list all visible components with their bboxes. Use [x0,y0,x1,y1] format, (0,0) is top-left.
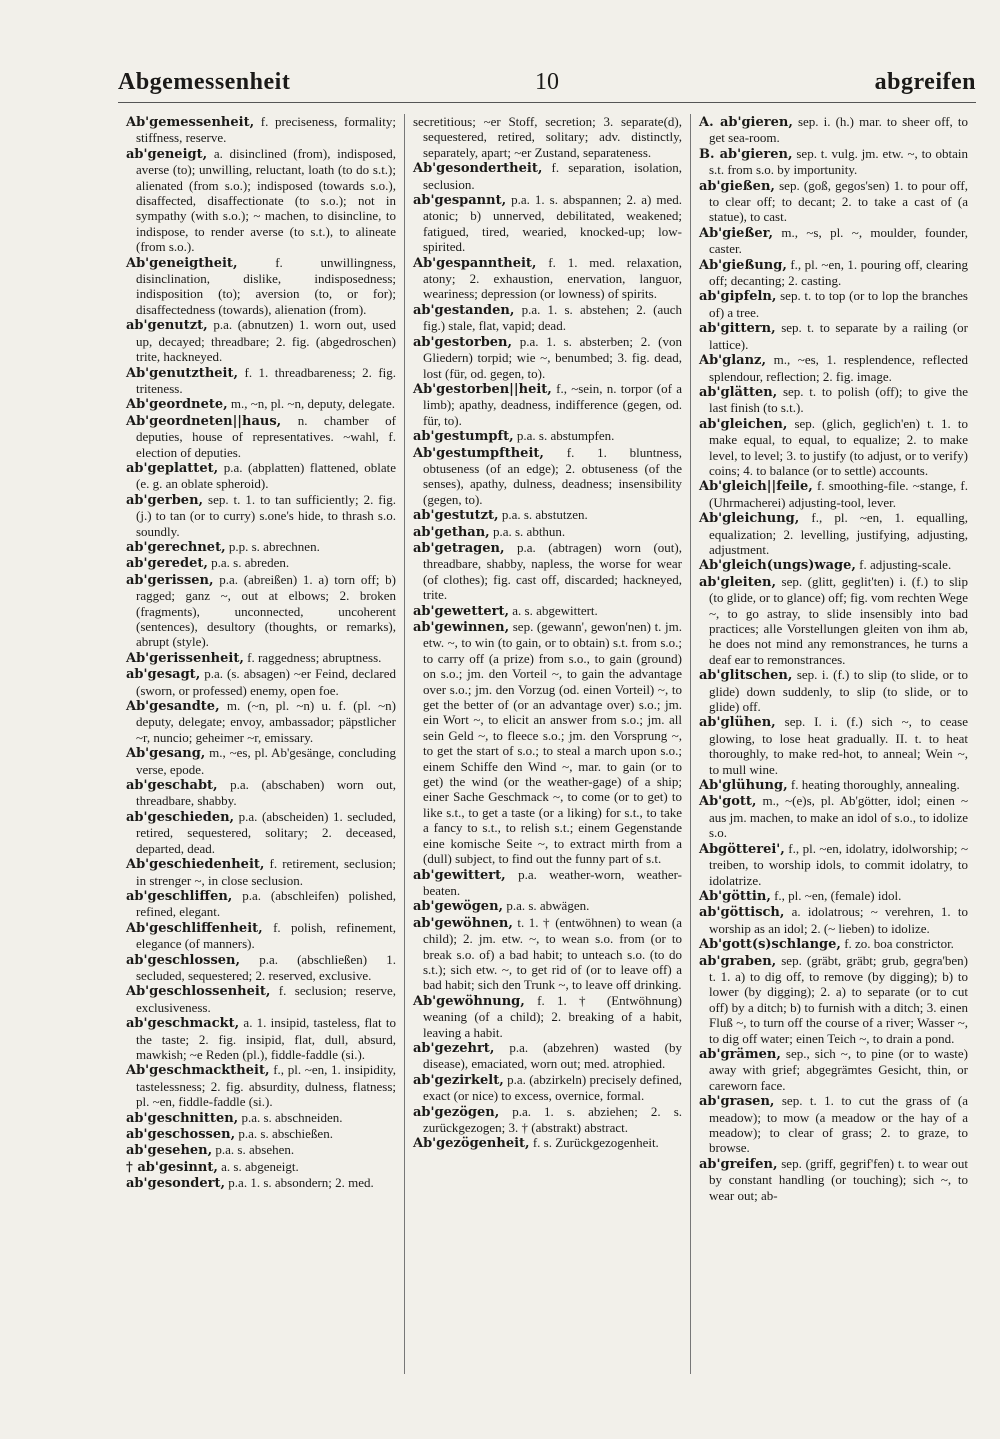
entry-definition: p.a. s. abwägen. [506,898,590,914]
dictionary-entry [126,1175,396,1191]
dictionary-entry [699,146,968,178]
entry-definition: a. s. abgewittert. [512,602,598,618]
entry-headword: Ab'geschliffenheit, [126,920,263,936]
running-header [118,64,976,100]
dictionary-entry [413,114,682,160]
entry-definition: sep. t. to separate by a railing (or lattice). [709,320,968,352]
entry-headword: Ab'gespanntheit, [413,255,537,271]
entry-definition: p.a. (abschleifen) polished, refined, elegant. [136,887,396,920]
entry-headword: ab'greifen, [699,1156,778,1172]
entry-headword: Ab'göttin, [699,888,771,904]
entry-headword: Ab'gießer, [699,225,774,241]
entry-definition: f. seclusion; reserve, exclusiveness. [136,983,396,1015]
entry-headword: ab'gewögen, [413,899,504,915]
entry-headword: ab'gestorben, [413,334,513,350]
entry-headword: ab'geschossen, [126,1127,236,1142]
entry-definition: sep. (gewann', gewon'nen) t. jm. etw. ~, to win (to gain, or to obtain) s.t. from s.o.; to carry off (a prize) from s.o., to gain (ground) on s.o.; jm. den Vorteil ~, to gain the advantage over s.o.; jm. den Vorzug (od. einen Vorteil) ~, to get the better of (or an advantage over) s.o.; jm. ein Wort ~, to elicit an answer from s.o.; jm. all sein Geld ~, to fleece s.o.; jm. den Vorsprung ~, to get the start of s.o.; to steal a march upon s.o.; einem Schiffe den Wind ~, mar. to gain (or to get) the wind (or the weather-gage) of a ship; einer Sache Geschmack ~, to come (or to get) to like s.t., to get a taste (or a liking) for s.t., to take a fancy to s.t., to relish s.t.; einem Gegenstande eine komische Seite ~, to extract mirth from a (dull) subject, to find out the funny part of s.t. [423,619,683,867]
entry-definition: p.a. (abzehren) wasted (by disease), emaciated, worn out; med. atrophied. [423,1039,683,1072]
entry-definition: p.a. (abplatten) flattened, oblate (e. g. an oblate spheroid). [136,459,396,492]
entry-headword: ab'gespannt, [413,193,507,209]
page-number: 10 [535,68,559,95]
entry-definition: m., ~s, pl. ~, moulder, founder, caster. [709,224,968,257]
entry-headword: ab'gewöhnen, [413,915,513,931]
entry-headword: ab'geplattet, [126,460,219,476]
entry-headword: ab'geschlossen, [126,952,241,968]
entry-headword: Ab'gleichung, [699,511,800,527]
entry-headword: ab'gerben, [126,492,204,508]
entry-headword: ab'gerechnet, [126,539,226,555]
entry-definition: f. zo. boa constrictor. [844,936,954,952]
entry-headword: Ab'geordneten||haus, [126,413,282,429]
entry-definition: p.a. s. abreden. [211,555,290,571]
entry-definition: sep. (goß, gegos'sen) 1. to pour off, to clear off; to decant; 2. to take a cast of (a statue), to cast. [709,177,969,225]
column-2 [404,114,690,1374]
entry-definition: sep. (griff, gegrif'fen) t. to wear out by constant handling (or touching); sich ~, to wear out; ab- [709,1155,968,1203]
dictionary-entry [126,1142,396,1158]
dictionary-entry [699,384,968,416]
dictionary-entry [413,867,682,899]
dictionary-entry [126,983,396,1015]
dictionary-entry [126,1015,396,1062]
dictionary-entry [126,1062,396,1109]
column-3 [690,114,976,1374]
dictionary-entry [413,428,682,444]
dictionary-entry [413,1135,682,1151]
entry-definition: f. 1. bluntness, obtuseness (of an edge); 2. obtuseness (of the senses), apathy, dulness, deadness; insensibility (gegen, to). [423,444,682,507]
entry-definition: f. preciseness, formality; stiffness, reserve. [136,114,396,146]
entry-definition: sep. t. vulg. jm. etw. ~, to obtain s.t. from s.o. by importunity. [709,145,969,178]
dictionary-entry [699,225,968,257]
entry-headword: Ab'gemessenheit, [126,115,255,130]
entry-definition: a. s. abgeneigt. [221,1158,299,1174]
dictionary-entry [413,160,682,192]
entry-definition: p.a. (abschließen) 1. secluded, sequestered; 2. reserved, exclusive. [136,951,396,983]
entry-headword: Ab'geneigtheit, [126,255,238,271]
dictionary-entry [699,1156,968,1203]
entry-definition: sep. (gräbt, gräbt; grub, gegra'ben) t. 1. a) to dig off, to remove (by digging); b) to lower (by digging); 2. a) to separate (or to cut off) by a ditch; b) to furnish with a ditch; 3. einen Fluß ~, to turn off the course of a river; Wasser ~, to dig off water; einen Teich ~, to drain a pond. [709,952,968,1046]
entry-definition: f., pl. ~en, 1. insipidity, tastelessness; 2. fig. absurdity, dulness, flatness; pl. ~en, fiddle-faddle (si.). [136,1062,396,1110]
entry-headword: ab'gewettert, [413,603,509,619]
dictionary-entry [699,1046,968,1093]
entry-definition: p.a. (abschaben) worn out, threadbare, shabby. [136,777,396,809]
entry-definition: f. separation, isolation, seclusion. [423,160,683,192]
dictionary-entry [699,257,968,289]
dictionary-entry [699,510,968,557]
entry-headword: ab'gerissen, [126,572,214,588]
entry-definition: p.a. s. abstumpfen. [516,428,615,444]
entry-headword: Ab'glanz, [699,353,766,369]
entry-definition: sep. i. (h.) mar. to sheer off, to get sea-room. [709,114,969,146]
entry-headword: Ab'gott, [699,794,757,810]
entry-definition: p.a. s. absehen. [215,1142,295,1158]
entry-definition: f., pl. ~en, (female) idol. [774,887,902,903]
entry-headword: ab'grasen, [699,1094,775,1110]
dictionary-entry [126,317,396,364]
entry-definition: p.a. (s. absagen) ~er Feind, declared (sworn, or professed) enemy, open foe. [136,666,397,698]
entry-headword: Ab'gesang, [126,746,206,762]
entry-definition: m., ~(e)s, pl. Ab'götter, idol; einen ~ aus jm. machen, to make an idol of s.o., to idolize s.o. [709,793,968,841]
dictionary-entry [699,574,968,667]
entry-headword: Ab'geschlossenheit, [126,984,271,1000]
dictionary-entry [413,619,682,867]
dictionary-entry [413,915,682,993]
entry-headword: ab'gezehrt, [413,1040,495,1056]
column-1 [118,114,404,1374]
dictionary-entry [699,478,968,510]
dictionary-entry [126,114,396,146]
entry-headword: ab'getragen, [413,540,505,556]
entry-definition: sep. (glich, geglich'en) t. 1. to make equal, to equal, to equalize; 2. to make level, to level; 3. to justify (to adjust, or to verify) coins; 4. to balance (or to settle) accounts. [709,415,968,478]
entry-headword: ab'gewittert, [413,867,506,883]
dictionary-entry [126,492,396,539]
dictionary-entry [413,603,682,619]
right-running-headword: abgreifen [874,68,976,95]
dictionary-entry [126,856,396,888]
entry-headword: Ab'geschiedenheit, [126,857,265,873]
entry-definition: f., pl. ~en, idolatry, idolworship; ~ treiben, to worship idols, to commit idolatry, to idolatrize. [709,840,969,888]
entry-definition: f. retirement, seclusion; in strenger ~, in close seclusion. [136,856,396,888]
entry-definition: f. polish, refinement, elegance (of manners). [136,919,396,952]
entry-definition: p.a. 1. s. absondern; 2. med. [228,1175,374,1191]
entry-definition: p.a. (abzirkeln) precisely defined, exact (or nice) to excess, overnice, formal. [423,1071,683,1104]
entry-headword: ab'gesondert, [126,1176,226,1192]
dictionary-entry [126,650,396,666]
entry-headword: ab'genutzt, [126,318,208,334]
dictionary-entry [413,192,682,255]
entry-definition: m., ~es, 1. resplendence, reflected splendour, reflection; 2. fig. image. [709,352,969,384]
dictionary-entry [413,1072,682,1104]
entry-definition: f. unwillingness, disinclination, dislike, indisposedness; indisposition (to); aversion (to, or for); disaffectedness (towards), alienation (from). [136,254,396,317]
entry-headword: Ab'geordnete, [126,397,228,413]
entry-headword: ab'geschliffen, [126,888,233,904]
dictionary-entry [126,255,396,318]
dictionary-entry [699,352,968,384]
entry-definition: sep. t. to polish (off); to give the last finish (to s.t.). [709,383,969,416]
dictionary-entry [699,557,968,573]
entry-headword: Abgötterei', [699,841,785,857]
entry-definition: sep., sich ~, to pine (or to waste) away with grief; abgegrämtes Gesicht, thin, or careworn face. [709,1045,969,1093]
entry-headword: ab'grämen, [699,1046,781,1062]
entry-definition: f. adjusting-scale. [859,557,952,573]
dictionary-entry [126,365,396,397]
entry-headword: Ab'gleich||feile, [699,479,813,495]
entry-headword: B. ab'gieren, [699,146,793,162]
dictionary-entry [699,178,968,225]
entry-headword: ab'gewinnen, [413,620,510,635]
entry-headword: ab'geneigt, [126,146,208,162]
dictionary-entry [413,898,682,914]
entry-headword: Ab'geschmacktheit, [126,1063,270,1079]
entry-headword: ab'geschnitten, [126,1110,239,1126]
entry-headword: ab'gezögen, [413,1104,500,1120]
entry-definition: f. heating thoroughly, annealing. [790,777,960,793]
dictionary-entry [126,952,396,984]
entry-definition: f., pl. ~en, 1. pouring off, clearing off; decanting; 2. casting. [709,256,968,289]
dictionary-entry [413,381,682,428]
header-rule [118,102,976,103]
entry-definition: m. (~n, pl. ~n) u. f. (pl. ~n) deputy, delegate; envoy, ambassador; päpstlicher ~r, nuncio; geheimer ~r, emissary. [136,698,396,745]
dictionary-entry [126,572,396,650]
dictionary-entry [126,777,396,809]
entry-definition: f. s. Zurückgezogenheit. [532,1135,659,1151]
entry-headword: Ab'gezögenheit, [413,1136,530,1152]
entry-headword: Ab'genutztheit, [126,365,239,381]
entry-definition: f. 1. med. relaxation, atony; 2. exhaustion, enervation, languor, weariness; depression (or lowness) of spirits. [423,254,683,302]
entry-definition: f. 1. † (Entwöhnung) weaning (of a child); 2. breaking of a habit, leaving a habit. [423,992,683,1040]
dictionary-entry [126,1110,396,1126]
entry-definition: p.a. 1. s. abziehen; 2. s. zurückgezogen; 3. † (abstrakt) abstract. [423,1103,682,1135]
entry-headword: ab'gipfeln, [699,289,777,305]
entry-headword: ab'gezirkelt, [413,1072,504,1088]
dictionary-entry [126,460,396,492]
entry-definition: sep. t. to top (or to lop the branches of) a tree. [709,288,968,320]
dictionary-entry [699,320,968,352]
entry-definition: p.a. (abreißen) 1. a) torn off; b) ragged; ganz ~, out at elbows; 2. broken (fragments), unconnected, uncoherent (sentences), desultory (thoughts, or remarks), abrupt (style). [136,571,396,650]
dictionary-entry [126,1159,396,1175]
dictionary-entry [699,667,968,714]
entry-headword: ab'gestanden, [413,302,515,318]
entry-definition: a. idolatrous; ~ verehren, 1. to worship as an idol; 2. (~ lieben) to idolize. [709,904,969,936]
entry-headword: Ab'gott(s)schlange, [699,937,841,953]
dictionary-entry [413,334,682,381]
entry-headword: ab'geredet, [126,556,208,572]
dictionary-columns [118,114,976,1374]
entry-headword: ab'gleiten, [699,574,776,590]
entry-headword: Ab'gesondertheit, [413,161,543,177]
entry-definition: p.a. s. abstutzen. [501,507,588,523]
entry-definition: f. smoothing-file. ~stange, f. (Uhrmacherei) adjusting-tool, lever. [709,478,969,510]
dictionary-entry [126,539,396,555]
left-running-headword: Abgemessenheit [118,68,291,95]
dictionary-entry [126,809,396,856]
dictionary-entry [126,745,396,777]
dictionary-entry [413,302,682,334]
entry-definition: p.p. s. abrechnen. [228,538,320,554]
dictionary-entry [126,396,396,412]
dictionary-entry [413,1040,682,1072]
dictionary-entry [413,255,682,302]
entry-headword: ab'göttisch, [699,905,785,921]
dictionary-entry [126,413,396,460]
entry-definition: p.a. 1. s. abspannen; 2. a) med. atonic; b) unnerved, debilitated, weakened; fatigued, tired, wearied, knocked-up; low-spirited. [423,192,682,255]
dictionary-entry [126,920,396,952]
entry-headword: ab'gestumpft, [413,429,514,445]
entry-headword: ab'gesagt, [126,667,201,683]
entry-headword: † ab'gesinnt, [126,1159,218,1175]
entry-headword: Ab'gewöhnung, [413,993,525,1009]
dictionary-entry [126,1126,396,1142]
entry-definition: secretitious; ~er Stoff, secretion; 3. separate(d), sequestered, retired, solitary; adv. distinctly, separately, apart; ~er Zustand, separateness. [413,114,682,160]
dictionary-entry [413,524,682,540]
entry-headword: ab'gesehen, [126,1143,213,1159]
dictionary-entry [699,841,968,888]
entry-definition: t. 1. † (entwöhnen) to wean (a child); 2. jm. etw. ~, to wean s.o. from (or to break s.o. of) a bad habit; to unteach s.o. (to do s.t.); sich etw. ~, to get rid of (or to leave off) a bad habit; sich den Trunk ~, to leave off drinking. [423,914,683,993]
entry-definition: f. 1. threadbareness; 2. fig. triteness. [136,364,397,396]
entry-headword: A. ab'gieren, [699,115,793,130]
entry-definition: p.a. 1. s. absterben; 2. (von Gliedern) torpid; wie ~, benumbed; 3. fig. dead, lost (für, od. gegen, to). [423,333,682,381]
dictionary-entry [699,953,968,1046]
dictionary-entry [699,904,968,936]
entry-definition: sep. i. (f.) to slip (to slide, or to glide) down suddenly, to slip (to slide, or to glide) off. [709,667,969,715]
entry-headword: ab'gießen, [699,178,775,194]
entry-headword: ab'glitschen, [699,668,793,684]
entry-headword: ab'glühen, [699,715,776,731]
entry-definition: f. raggedness; abruptness. [247,649,382,665]
entry-headword: Ab'gleich(ungs)wage, [699,558,856,574]
dictionary-entry [699,793,968,840]
entry-headword: Ab'gießung, [699,257,787,273]
dictionary-entry [413,540,682,603]
dictionary-entry [699,936,968,952]
dictionary-entry [413,507,682,523]
entry-definition: p.a. s. abschneiden. [241,1109,343,1125]
dictionary-entry [413,445,682,508]
entry-headword: ab'geschabt, [126,778,218,794]
entry-definition: p.a. (abscheiden) 1. secluded, retired, sequestered, solitary; 2. deceased, departed, dead. [136,808,396,856]
dictionary-entry [699,714,968,777]
entry-definition: p.a. (abtragen) worn (out), threadbare, shabby, napless, the worse for wear (of clothes); fig. cast off, discarded; hackneyed, trite. [423,539,683,603]
dictionary-entry [126,698,396,745]
dictionary-entry [699,888,968,904]
entry-definition: sep. t. 1. to cut the grass of (a meadow); to mow (a meadow or the hay of a meadow); to clear of grass; 2. to graze, to browse. [709,1093,969,1156]
entry-definition: f., pl. ~en, 1. equalling, equalization; 2. levelling, justifying, adjusting, adjustment. [709,510,969,557]
entry-headword: ab'gleichen, [699,416,788,432]
entry-headword: Ab'gestorben||heit, [413,381,552,397]
entry-headword: ab'gittern, [699,321,776,337]
entry-definition: sep. (glitt, geglit'ten) i. (f.) to slip (to glide, or to glance) off; fig. vom rechten Wege ~, to go astray, to slide insensibly into bad practices; alle Vorstellungen gleiten von ihm ab, he does not mind any remonstrances, he turns a deaf ear to remonstrances. [709,573,969,667]
entry-definition: p.a. s. abthun. [492,523,566,539]
entry-headword: Ab'glühung, [699,778,788,794]
dictionary-entry [126,555,396,571]
entry-headword: ab'gethan, [413,524,490,540]
dictionary-entry [126,888,396,920]
entry-definition: p.a. s. abschießen. [238,1126,333,1141]
entry-definition: sep. t. 1. to tan sufficiently; 2. fig. (j.) to tan (or to curry) s.one's hide, to thrash s.o. soundly. [136,491,396,539]
dictionary-entry [126,146,396,255]
dictionary-entry [699,1093,968,1156]
entry-definition: m., ~es, pl. Ab'gesänge, concluding verse, epode. [136,745,397,777]
entry-headword: ab'geschmackt, [126,1016,240,1032]
entry-definition: f., ~sein, n. torpor (of a limb); apathy, deadness, indifference (gegen, od. für, to). [423,380,682,428]
entry-headword: ab'geschieden, [126,809,235,825]
entry-definition: m., ~n, pl. ~n, deputy, delegate. [230,396,396,412]
dictionary-entry [699,777,968,793]
entry-definition: p.a. 1. s. abstehen; 2. (auch fig.) stale, flat, vapid; dead. [423,301,683,334]
entry-headword: Ab'gerissenheit, [126,650,244,666]
entry-definition: a. 1. insipid, tasteless, flat to the taste; 2. fig. insipid, flat, dull, absurd, mawkish; ~e Reden (pl.), fiddle-faddle (si.). [136,1015,397,1062]
dictionary-entry [126,666,396,698]
entry-headword: ab'glätten, [699,384,778,400]
dictionary-entry [699,114,968,146]
entry-headword: ab'graben, [699,953,777,969]
entry-headword: Ab'gesandte, [126,699,220,715]
dictionary-entry [699,416,968,479]
dictionary-entry [413,993,682,1040]
entry-definition: a. disinclined (from), indisposed, averse (to); unwilling, reluctant, loath (to do s.t.); alienated (from s.o.); indisposed (towards s.o.), disaffected, disaffectionate (to s.o.); not in sympathy (with s.o.); ~ machen, to disincline, to indispose, to render averse (to s.t.), to alineate (from s.o.). [136,145,396,255]
dictionary-entry [699,288,968,320]
entry-headword: Ab'gestumpftheit, [413,445,544,461]
entry-headword: ab'gestutzt, [413,508,499,524]
entry-definition: sep. I. i. (f.) sich ~, to cease glowing, to lose heat gradually. II. t. to heat thoroughly, to make red-hot, to anneal; Wein ~, to mull wine. [709,714,969,777]
entry-definition: n. chamber of deputies, house of representatives. ~wahl, f. election of deputies. [136,412,396,460]
entry-definition: p.a. (abnutzen) 1. worn out, used up, decayed; threadbare; 2. fig. (abgedroschen) trite, hackneyed. [136,317,397,365]
dictionary-entry [413,1104,682,1136]
entry-definition: p.a. weather-worn, weather-beaten. [423,866,683,898]
